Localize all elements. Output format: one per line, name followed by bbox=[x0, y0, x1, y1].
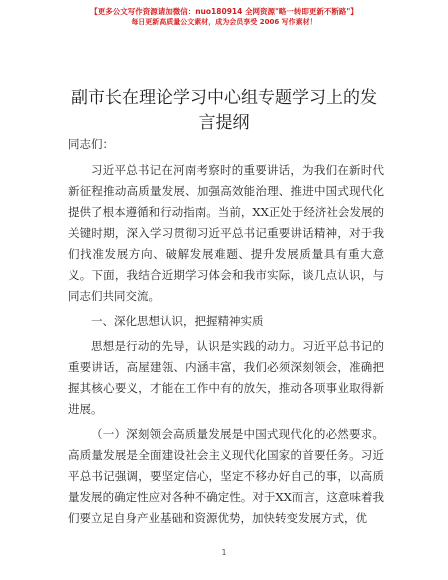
document-title: 副市长在理论学习中心组专题学习上的发言提纲 bbox=[71, 88, 377, 133]
promo-line-2: 每日更新高质量公文素材，成为会员享受 2006 写作素材！ bbox=[131, 18, 317, 26]
section-heading-1: 一、深化思想认识，把握精神实质 bbox=[91, 314, 264, 328]
promo-line-1: 【更多公文写作资源请加微信：nuo180914 全网资源"略一转即更新不断路"】 bbox=[90, 7, 358, 16]
subsection-1-paragraph: （一）深刻领会高质量发展是中国式现代化的必然要求。高质量发展是全面建设社会主义现代化国家的首要任务。习近平总书记强调，要坚定信心，坚定不移办好自己的事，以高质量发展的确定性应对各种不确定性。对于XX而言，这意味着我们要立足自身产业基础和资源优势，加快转变发展方式，优 bbox=[68, 427, 384, 525]
promo-banner bbox=[0, 6, 448, 28]
document-body bbox=[68, 134, 384, 533]
section-1-paragraph: 思想是行动的先导，认识是实践的动力。习近平总书记的重要讲话，高屋建瓴、内涵丰富，我们必须深刻领会，准确把握其核心要义，才能在工作中有的放矢，推动各项事业取得新进展。 bbox=[68, 339, 384, 416]
salutation: 同志们： bbox=[68, 137, 114, 151]
page-number: 1 bbox=[221, 548, 227, 557]
intro-paragraph: 习近平总书记在河南考察时的重要讲话，为我们在新时代新征程推动高质量发展、加强高效能治理、推进中国式现代化提供了根本遵循和行动指南。当前，XX正处于经济社会发展的关键时期，深入学习贯彻习近平总书记重要讲话精神，对于我们找准发展方向、破解发展难题、提升发展质量具有重大意义。下面，我结合近期学习体会和我市实际，谈几点认识，与同志们共同交流。 bbox=[68, 163, 384, 303]
